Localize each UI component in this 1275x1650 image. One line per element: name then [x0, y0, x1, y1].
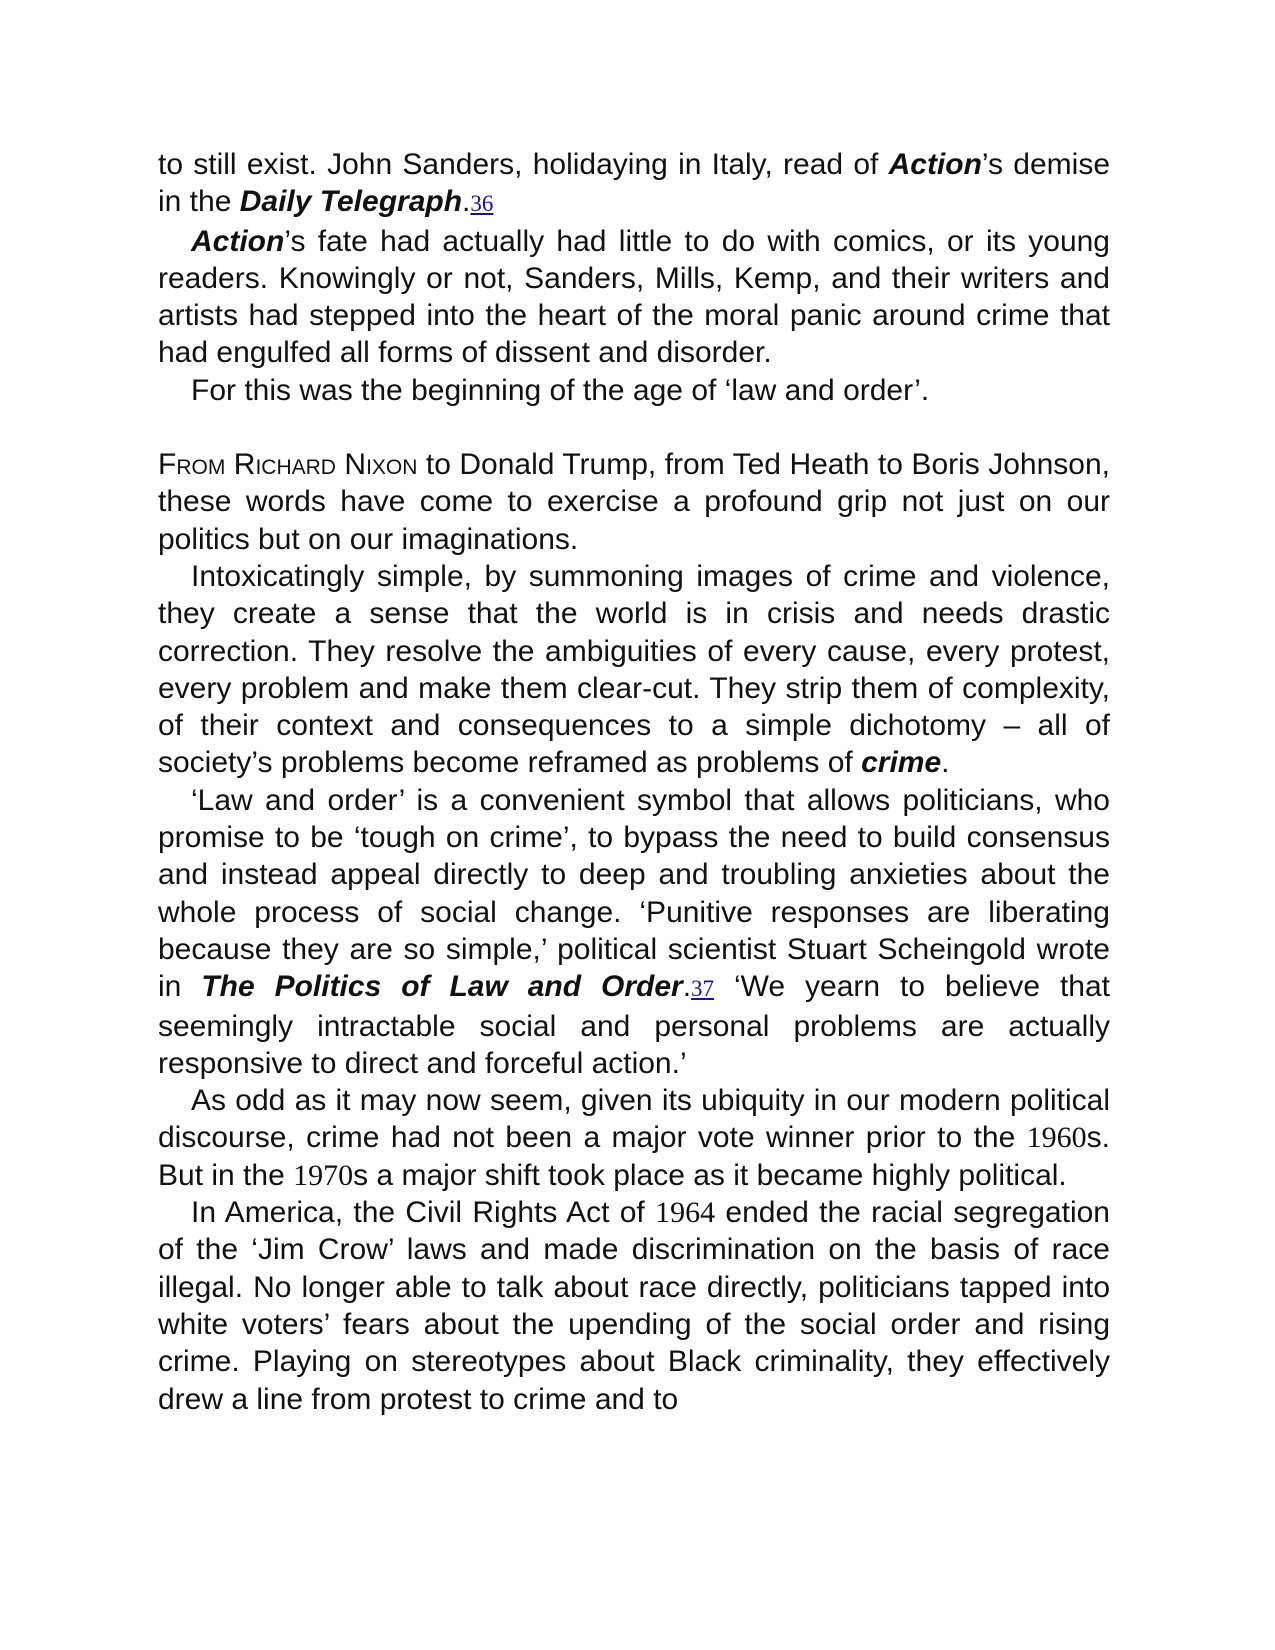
body-paragraph	[158, 372, 1110, 409]
title-emphasis: Action	[191, 224, 285, 258]
title-emphasis: Action	[888, 148, 982, 181]
small-caps-lead: From Richard Nixon	[158, 448, 418, 482]
text-run: ’s demise in the	[158, 148, 1110, 219]
text-run: ended the racial segregation of the ‘Jim Crow’ laws and made discrimination on the basis of race illegal. No longer able to talk about race directly, politicians tapped into white voters’ fears about the upending of the social order and rising crime. Playing on stereotypes about Black criminality, they effectively drew a line from protest to crime and to	[158, 1196, 1110, 1416]
text-run: to still exist. John Sanders, holidaying in Italy, read of	[158, 148, 889, 181]
body-paragraph	[158, 146, 1110, 223]
title-emphasis: Daily Telegraph	[239, 185, 463, 219]
text-run: to Donald Trump, from Ted Heath to Boris Johnson, these words have come to exercise a profound grip not just on our politics but on our imaginations.	[158, 448, 1110, 556]
text-run: In America, the Civil Rights Act of	[191, 1196, 656, 1230]
year-number: 1960	[1026, 1121, 1087, 1155]
body-paragraph	[158, 558, 1110, 782]
footnote-link[interactable]: 37	[691, 976, 715, 1002]
body-paragraph	[158, 1082, 1110, 1194]
text-run: As odd as it may now seem, given its ubiquity in our modern political discourse, crime had not been a major vote winner prior to the	[158, 1084, 1110, 1155]
text-run: ‘We yearn to believe that seemingly intractable social and personal problems are actually responsive to direct and forceful action.’	[158, 970, 1111, 1080]
title-emphasis: crime	[861, 746, 942, 780]
year-number: 1970	[293, 1158, 354, 1192]
text-run: .	[462, 185, 471, 219]
text-run: ’s fate had actually had little to do with comics, or its young readers. Knowingly or not, Sanders, Mills, Kemp, and their writers and artists had stepped into the heart of the moral panic around crime that had engulfed all forms of dissent and disorder.	[158, 224, 1110, 370]
text-run: For this was the beginning of the age of ‘law and order’.	[191, 373, 930, 407]
body-paragraph	[158, 223, 1110, 372]
text-run: .	[682, 970, 692, 1004]
body-paragraph	[158, 782, 1110, 1082]
text-run: s a major shift took place as it became highly political.	[353, 1158, 1067, 1192]
text-run: s. But in the	[158, 1121, 1110, 1192]
title-emphasis: The Politics of Law and Order	[201, 970, 683, 1004]
text-run: .	[941, 746, 950, 780]
body-paragraph	[158, 1194, 1110, 1418]
text-run: Intoxicatingly simple, by summoning images of crime and violence, they create a sense that the world is in crisis and needs drastic correction. They resolve the ambiguities of every cause, every protest, every problem and make them clear-cut. They strip them of complexity, of their context and consequences to a simple dichotomy – all of society’s problems become reframed as problems of	[158, 559, 1110, 780]
text-run: ‘Law and order’ is a convenient symbol that allows politicians, who promise to be ‘tough on crime’, to bypass the need to build consensus and instead appeal directly to deep and troubling anxieties about the whole process of social change. ‘Punitive responses are liberating because they are so simple,’ political scientist Stuart Scheingold wrote in	[158, 783, 1110, 1004]
year-number: 1964	[655, 1196, 716, 1230]
document-page	[158, 146, 1110, 1418]
section-break	[158, 409, 1110, 446]
footnote-link[interactable]: 36	[470, 191, 494, 217]
body-paragraph	[158, 446, 1110, 558]
